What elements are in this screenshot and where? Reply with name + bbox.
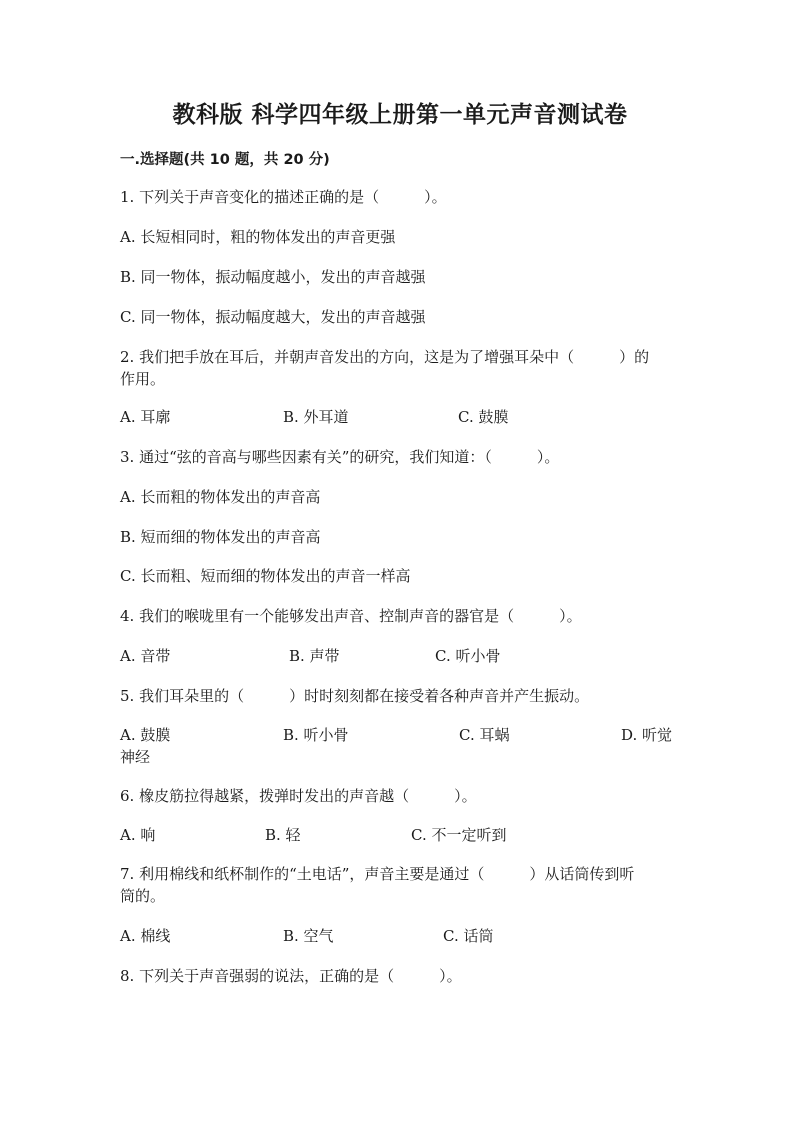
question-6-stem: 6. 橡皮筋拉得越紧，拨弹时发出的声音越（ ）。	[120, 787, 477, 805]
question-2-stem-line2: 作用。	[120, 370, 166, 388]
section-heading: 一.选择题(共 10 题，共 20 分)	[120, 152, 330, 168]
question-1-option-a: A. 长短相同时，粗的物体发出的声音更强	[120, 228, 396, 246]
question-8-stem: 8. 下列关于声音强弱的说法，正确的是（ ）。	[120, 967, 462, 985]
question-7-stem-line2: 筒的。	[120, 887, 166, 905]
question-3-option-a: A. 长而粗的物体发出的声音高	[120, 488, 321, 506]
question-3-option-c: C. 长而粗、短而细的物体发出的声音一样高	[120, 567, 411, 585]
question-7-option-b: B. 空气	[283, 927, 334, 945]
question-2-option-c: C. 鼓膜	[458, 408, 509, 426]
question-5-option-a: A. 鼓膜	[120, 726, 171, 744]
question-2-stem-line1: 2. 我们把手放在耳后，并朝声音发出的方向，这是为了增强耳朵中（ ）的	[120, 348, 650, 366]
question-3-stem: 3. 通过“弦的音高与哪些因素有关”的研究，我们知道：（ ）。	[120, 448, 560, 466]
question-7-option-a: A. 棉线	[120, 927, 171, 945]
question-4-option-c: C. 听小骨	[435, 647, 501, 665]
question-1-option-b: B. 同一物体，振动幅度越小，发出的声音越强	[120, 268, 426, 286]
question-7-stem-line1: 7. 利用棉线和纸杯制作的“土电话”，声音主要是通过（ ）从话筒传到听	[120, 865, 635, 883]
page-title: 教科版 科学四年级上册第一单元声音测试卷	[172, 102, 628, 128]
question-6-option-a: A. 响	[120, 826, 156, 844]
question-2-option-b: B. 外耳道	[283, 408, 349, 426]
question-5-option-c: C. 耳蜗	[459, 726, 510, 744]
question-1-stem: 1. 下列关于声音变化的描述正确的是（ ）。	[120, 188, 447, 206]
question-6-option-b: B. 轻	[265, 826, 301, 844]
question-3-option-b: B. 短而细的物体发出的声音高	[120, 528, 321, 546]
question-6-option-c: C. 不一定听到	[411, 826, 507, 844]
question-5-stem: 5. 我们耳朵里的（ ）时时刻刻都在接受着各种声音并产生振动。	[120, 687, 590, 705]
question-5-option-d-continuation: 神经	[120, 748, 151, 766]
question-7-option-c: C. 话筒	[443, 927, 494, 945]
question-1-option-c: C. 同一物体，振动幅度越大，发出的声音越强	[120, 308, 426, 326]
question-5-option-b: B. 听小骨	[283, 726, 349, 744]
question-4-option-a: A. 音带	[120, 647, 171, 665]
question-5-option-d: D. 听觉	[621, 726, 673, 744]
question-4-option-b: B. 声带	[289, 647, 340, 665]
question-2-option-a: A. 耳廓	[120, 408, 171, 426]
question-4-stem: 4. 我们的喉咙里有一个能够发出声音、控制声音的器官是（ ）。	[120, 607, 582, 625]
